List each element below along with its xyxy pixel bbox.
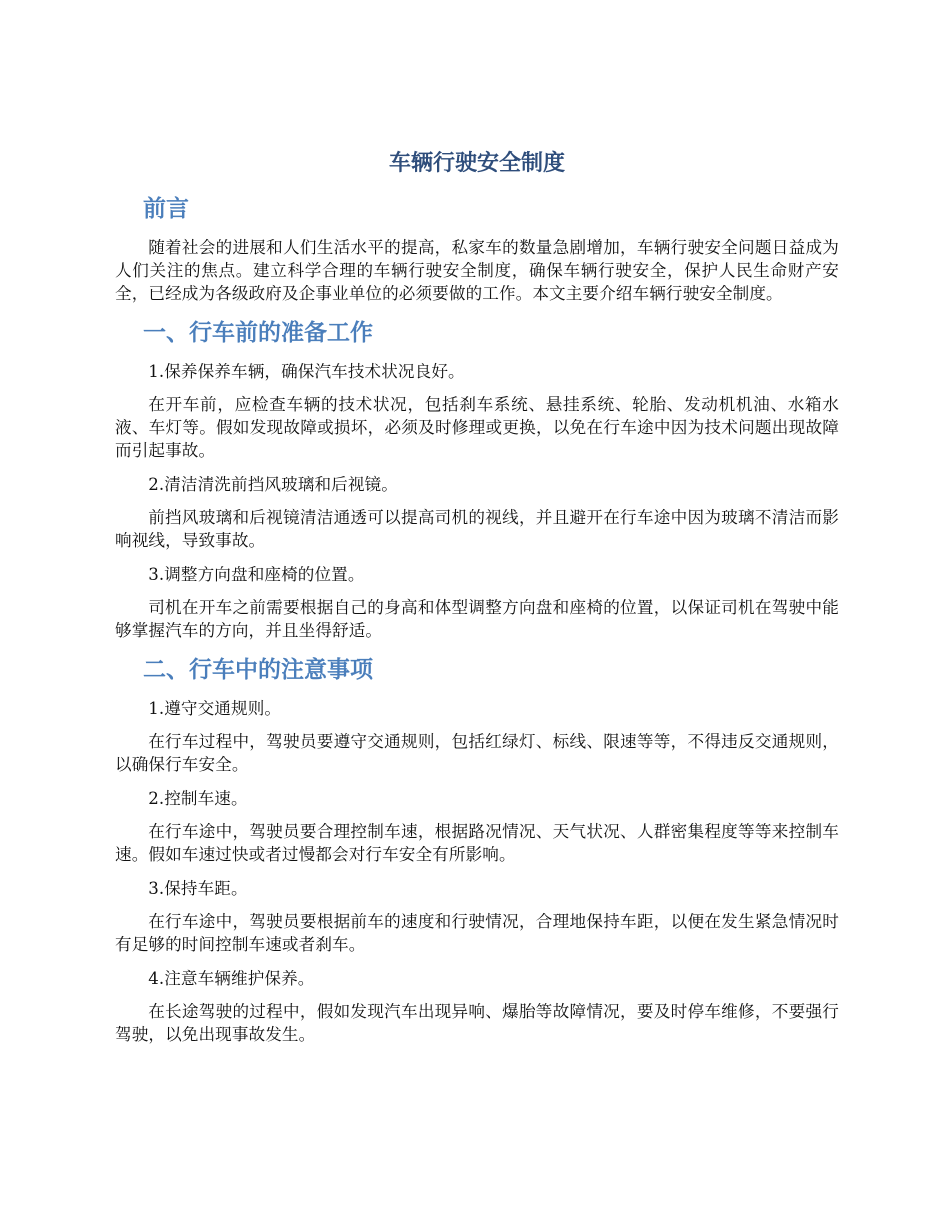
section-1-item-3-title: 3.调整方向盘和座椅的位置。	[148, 565, 365, 584]
section-2-item-1-body: 在行车过程中，驾驶员要遵守交通规则，包括红绿灯、标线、限速等等，不得违反交通规则，以确保行车安全。	[115, 732, 839, 774]
section-2-item-4-title: 4.注意车辆维护保养。	[148, 969, 315, 988]
document-body	[115, 148, 839, 1057]
section-while-driving	[115, 653, 839, 1046]
preface-heading: 前言	[143, 196, 189, 222]
section-before-driving	[115, 316, 839, 642]
section-2-item-3-title: 3.保持车距。	[148, 879, 248, 898]
section-2-item-4-body: 在长途驾驶的过程中，假如发现汽车出现异响、爆胎等故障情况，要及时停车维修，不要强行驾驶，以免出现事故发生。	[115, 1002, 839, 1044]
section-1-item-2-body: 前挡风玻璃和后视镜清洁通透可以提高司机的视线，并且避开在行车途中因为玻璃不清洁而影响视线，导致事故。	[115, 508, 839, 550]
section-1-item-2-title: 2.清洁清洗前挡风玻璃和后视镜。	[148, 475, 398, 494]
section-2-item-2-body: 在行车途中，驾驶员要合理控制车速，根据路况情况、天气状况、人群密集程度等等来控制车速。假如车速过快或者过慢都会对行车安全有所影响。	[115, 822, 839, 864]
document-title: 车辆行驶安全制度	[388, 151, 565, 176]
section-2-heading: 二、行车中的注意事项	[143, 657, 373, 683]
section-2-item-1-title: 1.遵守交通规则。	[148, 699, 282, 718]
section-1-item-1-title: 1.保养保养车辆，确保汽车技术状况良好。	[148, 362, 465, 381]
section-1-heading: 一、行车前的准备工作	[143, 320, 373, 346]
section-1-item-1-body: 在开车前，应检查车辆的技术状况，包括刹车系统、悬挂系统、轮胎、发动机机油、水箱水液、车灯等。假如发现故障或损坏，必须及时修理或更换，以免在行车途中因为技术问题出现故障而引起事故。	[115, 395, 839, 460]
preface-paragraph: 随着社会的进展和人们生活水平的提高，私家车的数量急剧增加，车辆行驶安全问题日益成为人们关注的焦点。建立科学合理的车辆行驶安全制度，确保车辆行驶安全，保护人民生命财产安全，已经成为各级政府及企事业单位的必须要做的工作。本文主要介绍车辆行驶安全制度。	[115, 238, 839, 303]
section-2-item-3-body: 在行车途中，驾驶员要根据前车的速度和行驶情况，合理地保持车距，以便在发生紧急情况时有足够的时间控制车速或者刹车。	[115, 912, 839, 954]
section-2-item-2-title: 2.控制车速。	[148, 789, 248, 808]
section-1-item-3-body: 司机在开车之前需要根据自己的身高和体型调整方向盘和座椅的位置，以保证司机在驾驶中能够掌握汽车的方向，并且坐得舒适。	[115, 598, 839, 640]
